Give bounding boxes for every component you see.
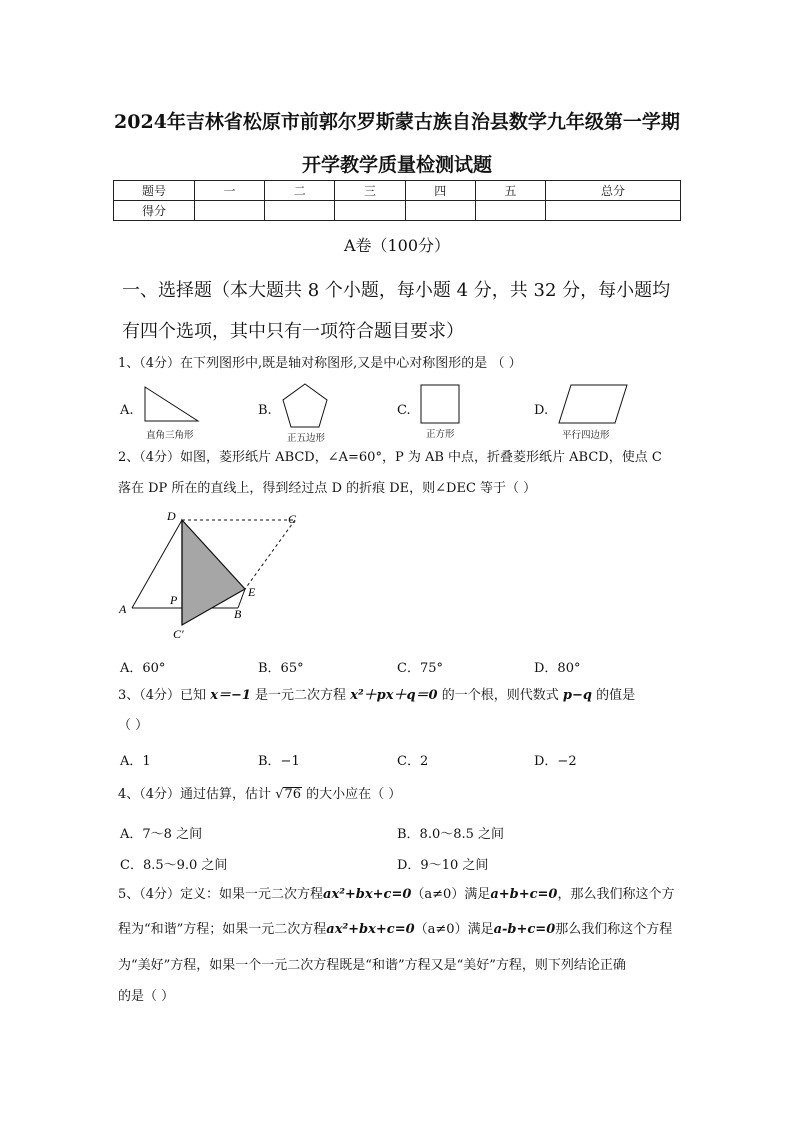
q1-option-d-label: D.: [534, 403, 549, 418]
score-cell: [546, 201, 681, 221]
q3-option-b: B．−1: [258, 754, 300, 769]
q1-caption-a: 直角三角形: [146, 430, 194, 441]
score-table-score-row: [114, 201, 681, 221]
q4-suffix: 的大小应在（ ）: [306, 787, 402, 802]
q5-equation-2: ax²+bx+c=0: [326, 922, 415, 937]
section-heading-line-1: 一、选择题（本大题共 8 个小题，每小题 4 分，共 32 分，每小题均: [122, 280, 671, 301]
q3-suffix: 的值是: [596, 688, 636, 703]
q5-sum-2: a-b+c=0: [493, 922, 556, 937]
exam-title-line-1: 2024年吉林省松原市前郭尔罗斯蒙古族自治县数学九年级第一学期: [114, 111, 680, 133]
q3-root-value: x＝−1: [210, 688, 251, 703]
q5-line-2-end: 那么我们称这个方程: [555, 922, 673, 937]
label-e: E: [248, 585, 256, 599]
score-header-cell: 三: [335, 181, 405, 201]
score-header-cell: 一: [195, 181, 265, 201]
score-header-cell: 五: [475, 181, 545, 201]
score-row-label: 得分: [114, 201, 195, 221]
q4-option-b: B．8.0～8.5 之间: [397, 827, 505, 842]
q4-option-d: D．9～10 之间: [397, 858, 489, 873]
q4-prefix: 4、（4分）通过估算，估计: [118, 787, 272, 802]
q4-stem: [118, 787, 401, 803]
sqrt-sign-icon: √: [275, 787, 284, 802]
q5-condition-2: （a≠0）满足: [414, 922, 494, 937]
score-table: [113, 180, 681, 221]
q3-prefix: 3、（4分）已知: [118, 688, 207, 703]
q3-expression: p−q: [562, 688, 592, 703]
score-header-cell: 题号: [114, 181, 195, 201]
score-table-header-row: [114, 181, 681, 201]
score-cell: [335, 201, 405, 221]
q3-stem: [118, 688, 635, 704]
q4-option-c: C．8.5～9.0 之间: [120, 858, 228, 873]
label-d: D: [167, 509, 176, 523]
q5-line-1: [118, 887, 675, 903]
q3-answer-paren: （ ）: [118, 718, 149, 733]
q2-stem-line-2: 落在 DP 所在的直线上，得到经过点 D 的折痕 DE，则∠DEC 等于（ ）: [118, 481, 537, 496]
q4-option-a: A．7～8 之间: [120, 827, 203, 842]
q3-equation: x²＋px＋q＝0: [350, 688, 438, 703]
q5-line-2-text: 程为“和谐”方程；如果一元二次方程: [118, 922, 327, 937]
q1-option-c-label: C.: [397, 403, 411, 418]
q3-option-d: D．−2: [534, 754, 577, 769]
q1-option-b-label: B.: [258, 403, 272, 418]
q3-mid: 是一元二次方程: [255, 688, 347, 703]
q2-stem-line-1: 2、（4分）如图，菱形纸片 ABCD，∠A=60°，P 为 AB 中点，折叠菱形纸片 ABCD，使点 C: [118, 450, 662, 465]
q2-option-d: D．80°: [534, 661, 581, 676]
q5-line-3: 为“美好”方程，如果一个一元二次方程既是“和谐”方程又是“美好”方程，则下列结论正确: [118, 958, 626, 973]
score-cell: [405, 201, 475, 221]
score-header-cell: 总分: [546, 181, 681, 201]
label-a: A: [119, 602, 127, 616]
q5-sum-1: a+b+c=0: [490, 887, 558, 902]
parallelogram-figure: [557, 384, 629, 426]
label-b: B: [234, 607, 242, 621]
q2-option-c: C．75°: [397, 661, 443, 676]
q3-option-c: C．2: [397, 754, 429, 769]
q3-option-a: A．1: [120, 754, 151, 769]
q3-after: 的一个根，则代数式: [441, 688, 559, 703]
score-cell: [195, 201, 265, 221]
score-cell: [265, 201, 335, 221]
square-figure: [420, 384, 462, 426]
q5-condition-1: （a≠0）满足: [411, 887, 491, 902]
q2-option-a: A．60°: [120, 661, 166, 676]
q1-stem: 1、（4分）在下列图形中,既是轴对称图形,又是中心对称图形的是 （ ）: [118, 356, 522, 371]
q1-caption-d: 平行四边形: [562, 430, 610, 441]
rhombus-fold-figure: [115, 505, 315, 645]
label-c: C: [288, 512, 297, 526]
exam-title-line-2: 开学教学质量检测试题: [301, 154, 492, 176]
q1-caption-c: 正方形: [426, 429, 455, 440]
q2-option-b: B．65°: [258, 661, 304, 676]
score-cell: [475, 201, 545, 221]
label-p: P: [170, 593, 178, 607]
label-c-prime: C′: [173, 627, 184, 641]
score-header-cell: 四: [405, 181, 475, 201]
q5-line-4: 的是（ ）: [118, 989, 175, 1004]
right-triangle-figure: [142, 383, 202, 425]
q4-radicand: 76: [284, 787, 302, 802]
q5-line-1-end: ，那么我们称这个方: [557, 887, 675, 902]
q1-caption-b: 正五边形: [287, 433, 326, 444]
q5-equation-1: ax²+bx+c=0: [323, 887, 412, 902]
q1-option-a-label: A.: [120, 403, 134, 418]
regular-pentagon-figure: [280, 382, 330, 430]
q5-line-1-text: 5、（4分）定义：如果一元二次方程: [118, 887, 324, 902]
section-heading-line-2: 有四个选项，其中只有一项符合题目要求）: [122, 321, 464, 342]
score-header-cell: 二: [265, 181, 335, 201]
q5-line-2: [118, 922, 672, 938]
volume-heading: A卷（100分）: [343, 236, 451, 255]
